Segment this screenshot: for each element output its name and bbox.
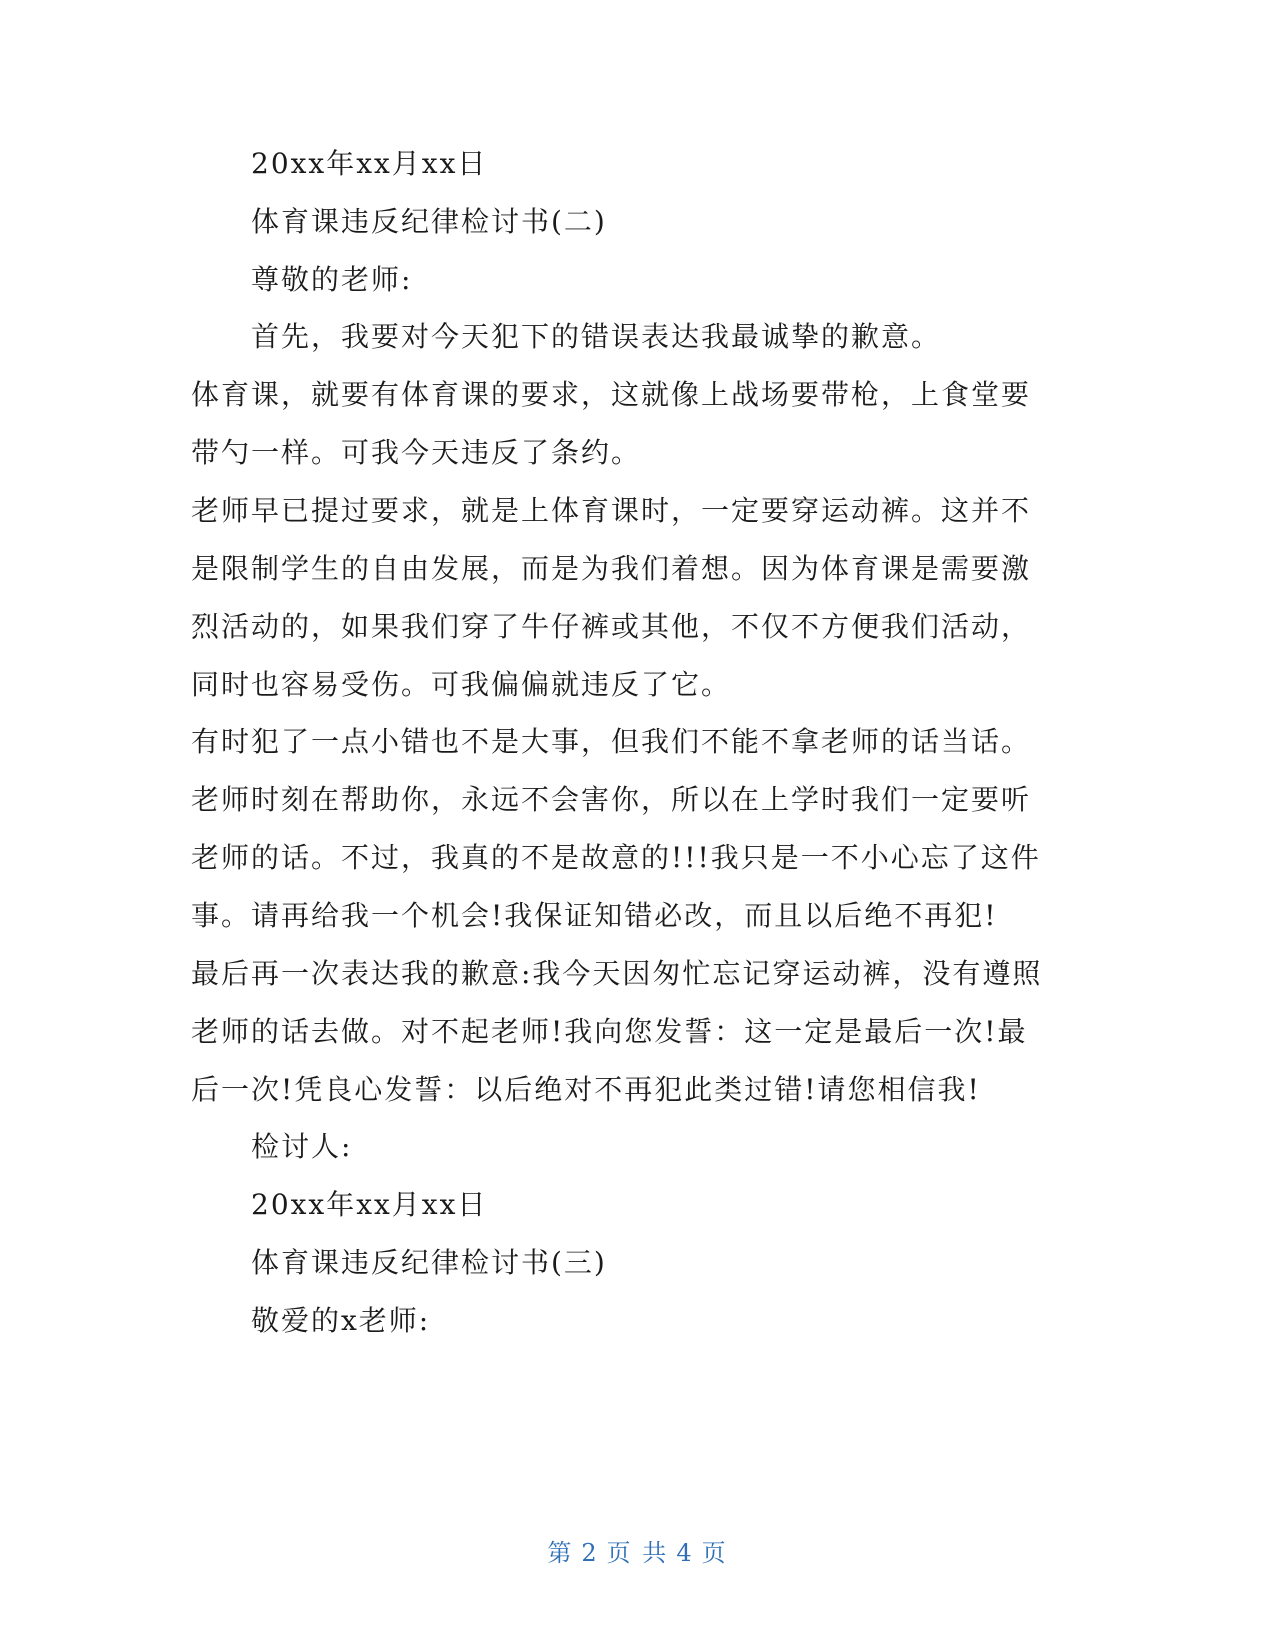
- signature-label: 检讨人:: [251, 1130, 353, 1163]
- paragraph-line: 老师时刻在帮助你，永远不会害你，所以在上学时我们一定要听: [191, 783, 1032, 816]
- page-label-mid: 页 共: [606, 1539, 669, 1567]
- paragraph-line: 是限制学生的自由发展，而是为我们着想。因为体育课是需要激: [191, 552, 1032, 585]
- paragraph-line: 老师的话去做。对不起老师!我向您发誓：这一定是最后一次!最: [191, 1015, 1028, 1048]
- page-label-prefix: 第: [547, 1539, 574, 1567]
- paragraph-line: 老师早已提过要求，就是上体育课时，一定要穿运动裤。这并不: [191, 494, 1032, 527]
- total-pages-number: 4: [676, 1539, 694, 1567]
- section-title-2: 体育课违反纪律检讨书(二): [251, 205, 607, 238]
- current-page-number: 2: [581, 1539, 599, 1567]
- paragraph-line: 老师的话。不过，我真的不是故意的!!!我只是一不小心忘了这件: [191, 841, 1041, 874]
- paragraph-line: 后一次!凭良心发誓：以后绝对不再犯此类过错!请您相信我!: [191, 1073, 981, 1106]
- paragraph-line: 带勺一样。可我今天违反了条约。: [191, 436, 642, 469]
- paragraph-line: 事。请再给我一个机会!我保证知错必改，而且以后绝不再犯!: [191, 899, 998, 932]
- page-footer: [0, 1537, 1275, 1569]
- section-title-3: 体育课违反纪律检讨书(三): [251, 1246, 607, 1279]
- date-line: 20xx年xx月xx日: [251, 1188, 488, 1221]
- date-line: 20xx年xx月xx日: [251, 147, 488, 180]
- salutation: 敬爱的x老师:: [251, 1304, 431, 1337]
- paragraph-line: 体育课，就要有体育课的要求，这就像上战场要带枪，上食堂要: [191, 378, 1032, 411]
- paragraph-line: 同时也容易受伤。可我偏偏就违反了它。: [191, 668, 732, 701]
- paragraph-line: 首先，我要对今天犯下的错误表达我最诚挚的歉意。: [251, 320, 942, 353]
- page-label-suffix: 页: [701, 1539, 728, 1567]
- paragraph-line: 烈活动的，如果我们穿了牛仔裤或其他，不仅不方便我们活动，: [191, 610, 1032, 643]
- paragraph-line: 最后再一次表达我的歉意:我今天因匆忙忘记穿运动裤，没有遵照: [191, 957, 1043, 990]
- salutation: 尊敬的老师:: [251, 263, 413, 296]
- paragraph-line: 有时犯了一点小错也不是大事，但我们不能不拿老师的话当话。: [191, 725, 1032, 758]
